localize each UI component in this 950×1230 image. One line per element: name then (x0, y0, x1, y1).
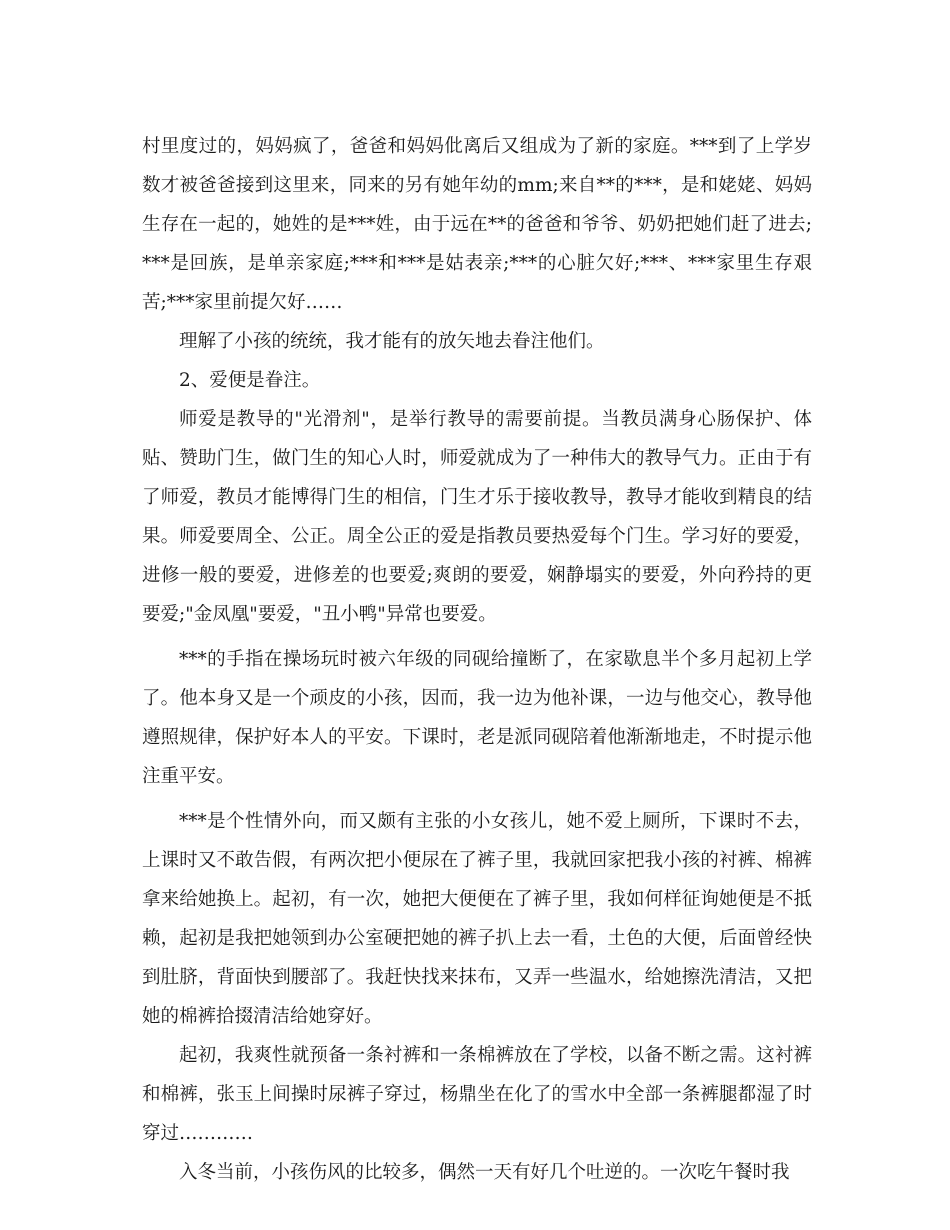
paragraph: ***是个性情外向，而又颇有主张的小女孩儿，她不爱上厕所，下课时不去，上课时又不敢告假，有两次把小便尿在了裤子里，我就回家把我小孩的衬裤、棉裤拿来给她换上。起初，有一次，她把大便便在了裤子里，我如何样征询她便是不抵赖，起初是我把她领到办公室硬把她的裤子扒上去一看，土色的大便，后面曾经快到肚脐，背面快到腰部了。我赶快找来抹布，又弄一些温水，给她擦洗清洁，又把她的棉裤拾掇清洁给她穿好。 (142, 811, 812, 1027)
document-body (142, 127, 812, 1192)
paragraph: 入冬当前，小孩伤风的比较多，偶然一天有好几个吐逆的。一次吃午餐时我 (179, 1162, 790, 1183)
paragraph-continuation: 村里度过的，妈妈疯了，爸爸和妈妈仳离后又组成为了新的家庭。***到了上学岁数才被爸爸接到这里来，同来的另有她年幼的mm;来自**的***，是和姥姥、妈妈生存在一起的，她姓的是***姓，由于远在**的爸爸和爷爷、奶奶把她们赶了进去;***是回族，是单亲家庭;***和***是姑表亲;***的心脏欠好;***、***家里生存艰苦;***家里前提欠好…… (142, 136, 812, 313)
paragraph: 起初，我爽性就预备一条衬裤和一条棉裤放在了学校，以备不断之需。这衬裤和棉裤，张玉上间操时尿裤子穿过，杨鼎坐在化了的雪水中全部一条裤腿都湿了时穿过………… (142, 1045, 812, 1144)
paragraph: 师爱是教导的"光滑剂"，是举行教导的需要前提。当教员满身心肠保护、体贴、赞助门生，做门生的知心人时，师爱就成为了一种伟大的教导气力。正由于有了师爱，教员才能博得门生的相信，门生才乐于接收教导，教导才能收到精良的结果。师爱要周全、公正。周全公正的爱是指教员要热爱每个门生。学习好的要爱，进修一般的要爱，进修差的也要爱;爽朗的要爱，娴静塌实的要爱，外向矜持的更要爱;"金凤凰"要爱，"丑小鸭"异常也要爱。 (142, 409, 812, 625)
paragraph: ***的手指在操场玩时被六年级的同砚给撞断了，在家歇息半个多月起初上学了。他本身又是一个顽皮的小孩，因而，我一边为他补课，一边与他交心，教导他遵照规律，保护好本人的平安。下课时，老是派同砚陪着他渐渐地走，不时提示他注重平安。 (142, 649, 812, 787)
section-heading: 2、爱便是眷注。 (179, 370, 321, 391)
paragraph: 理解了小孩的统统，我才能有的放矢地去眷注他们。 (179, 331, 605, 352)
